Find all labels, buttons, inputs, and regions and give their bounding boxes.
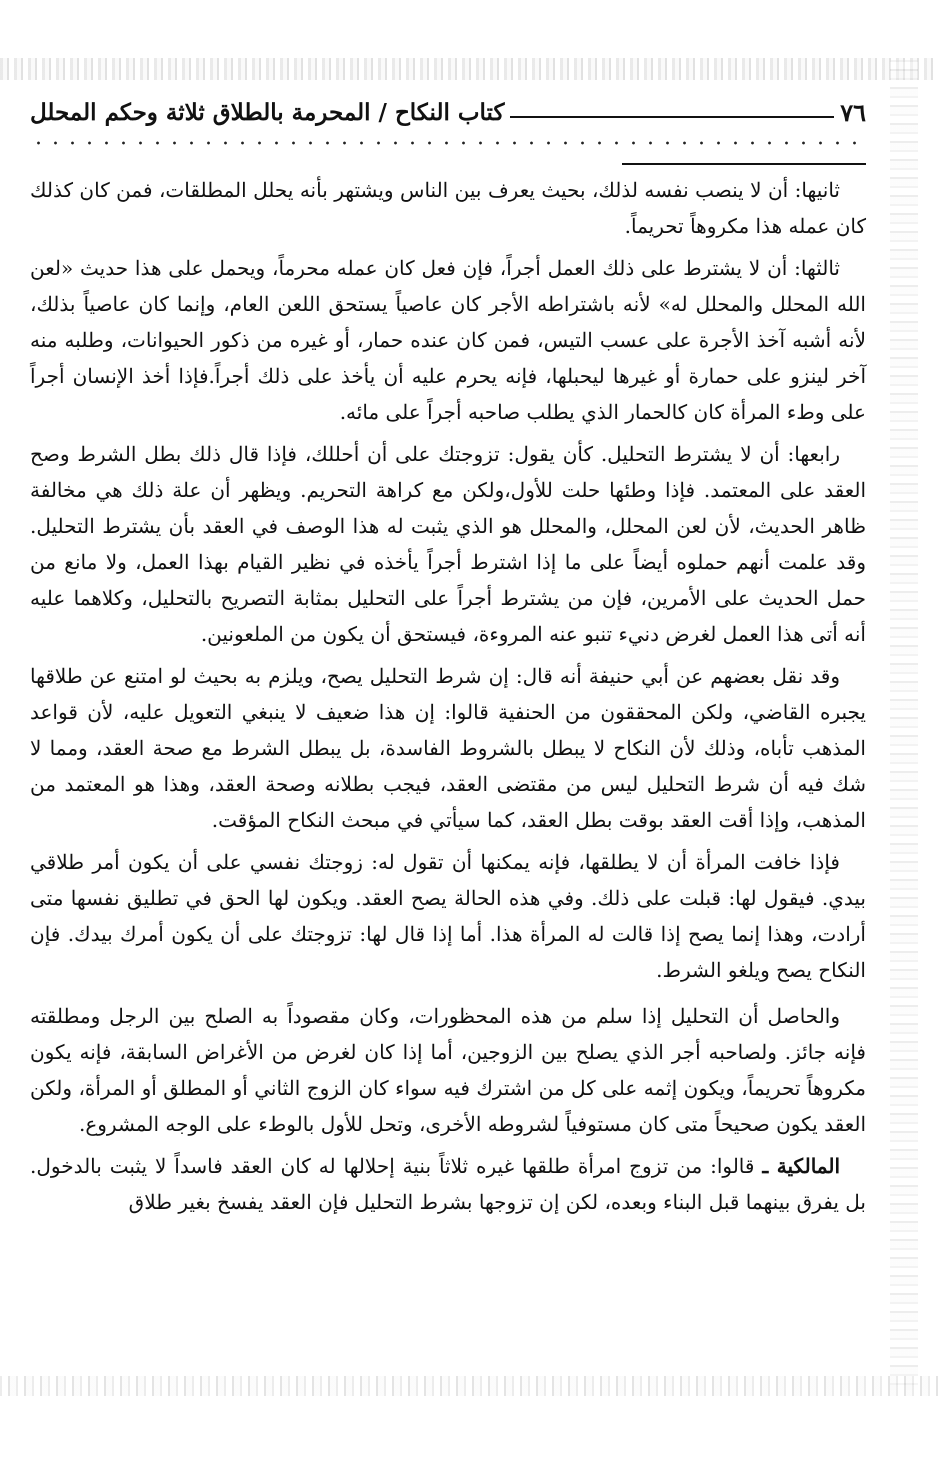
paragraph-second-condition: ثانيها: أن لا ينصب نفسه لذلك، بحيث يعرف بين الناس ويشتهر بأنه يحلل المطلقات، فمن كان كذلك كان عمله هذا مكروهاً تحريماً.	[30, 178, 866, 238]
page-body	[30, 172, 866, 1226]
paragraph-third-condition: ثالثها: أن لا يشترط على ذلك العمل أجراً، فإن فعل كان عمله محرماً، ويحمل على هذا حديث «لعن الله المحلل والمحلل له» لأنه باشتراطه الأجر كان عاصياً يستحق اللعن العام، وإنما كان عاصياً بذلك، لأنه أشبه آخذ الأجرة على عسب التيس، فمن كان عنده حمار، أو غيره من ذكور الحيوانات، وطلبه منه آخر لينزو على حمارة أو غيرها ليحبلها، فإنه يحرم عليه أن يأخذ على ذلك أجراً.فإذا أخذ الإنسان أجراً على وطء المرأة كان كالحمار الذي يطلب صاحبه أجراً على مائه.	[30, 256, 866, 424]
paragraph-summary: والحاصل أن التحليل إذا سلم من هذه المحظورات، وكان مقصوداً به الصلح بين الرجل ومطلقته فإنه جائز. ولصاحبه أجر الذي يصلح بين الزوجين، أما إذا كان لغرض من الأغراض السابقة، فإنه يكون مكروهاً تحريماً، ويكون إثمه على كل من اشترك فيه سواء كان الزوج الثاني أو المطلق أو المرأة، ولكن العقد يكون صحيحاً متى كان مستوفياً لشروطه الأخرى، وتحل للأول بالوطء على الوجه المشروع.	[30, 1004, 866, 1136]
maliki-text: قالوا: من تزوج امرأة طلقها غيره ثلاثاً بنية إحلالها له كان العقد فاسداً لا يثبت بالدخول. بل يفرق بينهما قبل البناء وبعده، لكن إن تزوجها بشرط التحليل فإن العقد يفسخ بغير طلاق	[30, 1154, 866, 1214]
maliki-lead: المالكية ـ	[762, 1154, 840, 1178]
section-rule	[622, 163, 866, 165]
dotted-separator	[30, 140, 866, 146]
scan-edge-top	[0, 58, 938, 80]
running-title: كتاب النكاح / المحرمة بالطلاق ثلاثة وحكم المحلل	[30, 98, 505, 126]
paragraph-maliki	[30, 1148, 866, 1220]
scan-edge-bottom	[0, 1376, 938, 1396]
paragraph-abu-hanifa: وقد نقل بعضهم عن أبي حنيفة أنه قال: إن شرط التحليل يصح، ويلزم به بحيث لو امتنع عن طلاقها يجبره القاضي، ولكن المحققون من الحنفية قالوا: إن هذا ضعيف لا ينبغي التعويل عليه، لأن قواعد المذهب تأباه، وذلك لأن النكاح لا يبطل بالشروط الفاسدة، بل يبطل الشرط مع صحة العقد، ومما لا شك فيه أن شرط التحليل ليس من مقتضى العقد، فيجب بطلانه وصحة العقد، وهذا هو المعتمد من المذهب، وإذا أقت العقد بوقت بطل العقد، كما سيأتي في مبحث النكاح المؤقت.	[30, 664, 866, 832]
paragraph-wife-fears: فإذا خافت المرأة أن لا يطلقها، فإنه يمكنها أن تقول له: زوجتك نفسي على أن يكون أمر طلاقي بيدي. فيقول لها: قبلت على ذلك. وفي هذه الحالة يصح العقد. ويكون لها الحق في تطليق نفسها متى أرادت، وهذا إنما يصح إذا قالت له المرأة هذا. أما إذا قال لها: تزوجتك على أن يكون أمرك بيدك. فإن النكاح يصح ويلغو الشرط.	[30, 850, 866, 982]
page-number: ٧٦	[840, 97, 866, 127]
paragraph-fourth-condition: رابعها: أن لا يشترط التحليل. كأن يقول: تزوجتك على أن أحللك، فإذا قال ذلك بطل الشرط وصح العقد على المعتمد. فإذا وطئها حلت للأول،ولكن مع كراهة التحريم. ويظهر أن علة ذلك هي مخالفة ظاهر الحديث، لأن لعن المحلل، والمحلل هو الذي يثبت له هذا الوصف في العقد بأن يشترط التحليل. وقد علمت أنهم حملوه أيضاً على ما إذا اشترط أجراً يأخذه في نظير القيام بهذا العمل، ولا مانع من حمل الحديث على الأمرين، فإن من يشترط أجراً على التحليل بمثابة التصريح بالتحليل، وكلاهما عليه أنه أتى هذا العمل لغرض دنيء تنبو عنه المروءة، فيستحق أن يكون من الملعونين.	[30, 442, 866, 646]
page-header	[30, 92, 866, 132]
header-rule	[510, 116, 834, 118]
scan-edge-right	[890, 60, 918, 1390]
